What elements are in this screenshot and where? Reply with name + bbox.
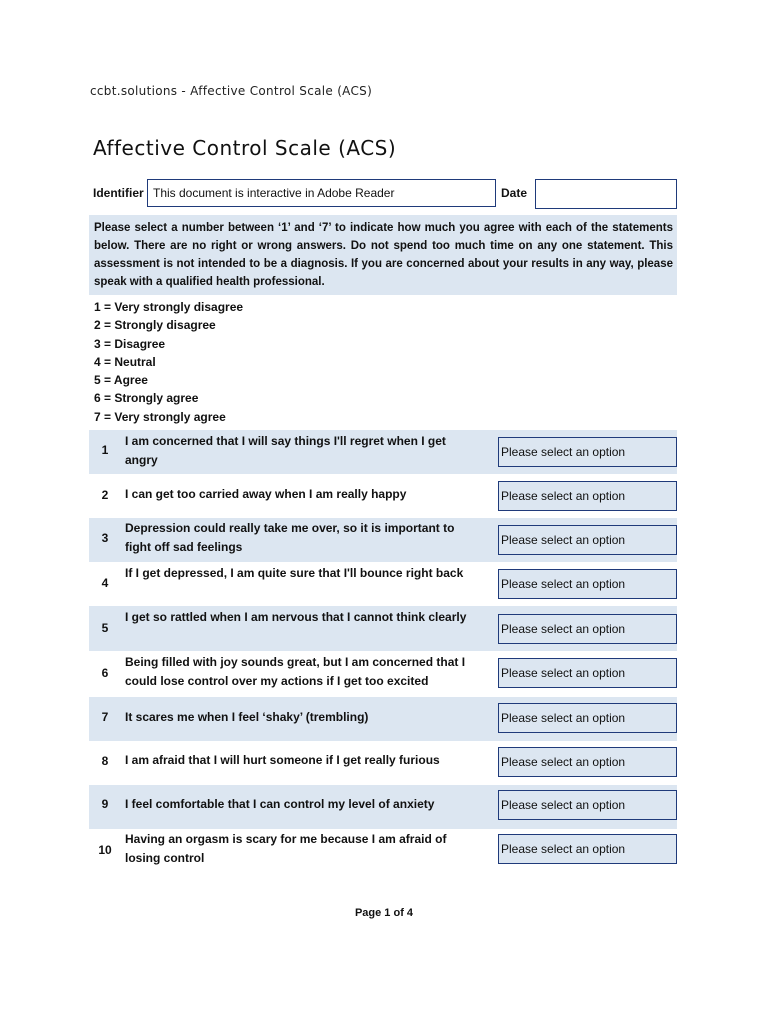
- question-statement: It scares me when I feel ‘shaky’ (trembling): [125, 710, 369, 724]
- answer-select[interactable]: Please select an option: [498, 437, 677, 467]
- question-row: [89, 606, 677, 651]
- date-label: Date: [501, 186, 528, 200]
- identifier-field[interactable]: This document is interactive in Adobe Reader: [147, 179, 496, 207]
- question-row: [89, 651, 677, 696]
- question-number: 4: [101, 576, 109, 590]
- question-statement: Depression could really take me over, so it is important to fight off sad feelings: [125, 521, 455, 554]
- question-statement: Being filled with joy sounds great, but I am concerned that I could lose control over my actions if I get too excited: [125, 655, 466, 688]
- answer-select[interactable]: Please select an option: [498, 747, 677, 777]
- question-row: [89, 562, 677, 606]
- question-number: 9: [101, 797, 109, 811]
- question-number: 8: [101, 754, 109, 768]
- question-row: [89, 829, 677, 873]
- question-number: 3: [101, 531, 109, 545]
- question-row: [89, 474, 677, 518]
- scale-entry: 7 = Very strongly agree: [94, 409, 226, 424]
- question-row: [89, 518, 677, 562]
- answer-select[interactable]: Please select an option: [498, 790, 677, 820]
- answer-select[interactable]: Please select an option: [498, 703, 677, 733]
- rating-scale-legend: [94, 298, 243, 426]
- question-statement: I can get too carried away when I am really happy: [125, 487, 407, 501]
- question-row: [89, 741, 677, 785]
- scale-entry: 6 = Strongly agree: [94, 391, 199, 406]
- page-number: Page 1 of 4: [354, 907, 414, 919]
- question-statement: If I get depressed, I am quite sure that I'll bounce right back: [125, 566, 464, 580]
- question-statement: I get so rattled when I am nervous that I cannot think clearly: [125, 610, 467, 624]
- question-number: 1: [101, 443, 109, 457]
- answer-select[interactable]: Please select an option: [498, 525, 677, 555]
- question-number: 10: [98, 843, 112, 857]
- scale-entry: 4 = Neutral: [94, 354, 156, 369]
- question-number: 6: [101, 666, 109, 680]
- question-number: 5: [101, 621, 109, 635]
- answer-select[interactable]: Please select an option: [498, 614, 677, 644]
- answer-select[interactable]: Please select an option: [498, 569, 677, 599]
- question-statement: I feel comfortable that I can control my level of anxiety: [125, 797, 435, 811]
- question-number: 7: [101, 710, 109, 724]
- scale-entry: 3 = Disagree: [94, 336, 166, 351]
- answer-select[interactable]: Please select an option: [498, 658, 677, 688]
- scale-entry: 1 = Very strongly disagree: [94, 300, 244, 314]
- date-field[interactable]: [535, 179, 677, 209]
- identifier-label: Identifier: [93, 186, 144, 200]
- question-row: [89, 785, 677, 829]
- page-title: Affective Control Scale (ACS): [93, 136, 397, 160]
- question-number: 2: [101, 488, 109, 502]
- question-statement: Having an orgasm is scary for me because I am afraid of losing control: [125, 832, 447, 865]
- question-statement: I am afraid that I will hurt someone if I get really furious: [125, 753, 440, 767]
- answer-select[interactable]: Please select an option: [498, 834, 677, 864]
- instructions-box: Please select a number between ‘1’ and ‘7’ to indicate how much you agree with each of the statements below. There are no right or wrong answers. Do not spend too much time on any one statement. This assessment is not intended to be a diagnosis. If you are concerned about your results in any way, please speak with a qualified health professional.: [89, 215, 677, 295]
- question-statement: I am concerned that I will say things I'll regret when I get angry: [125, 434, 446, 467]
- scale-entry: 5 = Agree: [94, 373, 148, 388]
- answer-select[interactable]: Please select an option: [498, 481, 677, 511]
- question-row: [89, 697, 677, 741]
- document-header: ccbt.solutions - Affective Control Scale (ACS): [90, 84, 373, 98]
- question-row: [89, 430, 677, 474]
- scale-entry: 2 = Strongly disagree: [94, 318, 216, 333]
